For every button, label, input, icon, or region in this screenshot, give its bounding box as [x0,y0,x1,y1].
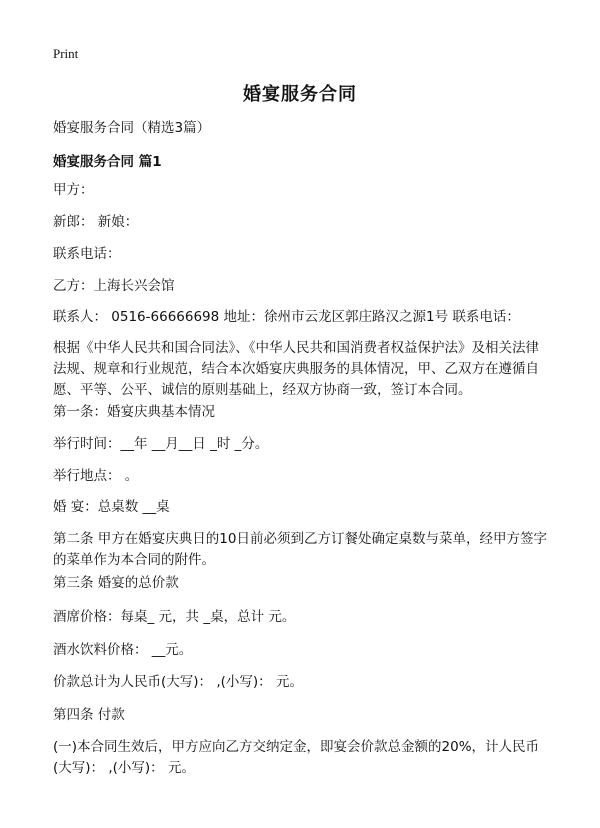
contact-address-line: 联系人： 0516-66666698 地址：徐州市云龙区郭庄路汉之源1号 联系电话： [53,309,520,325]
drinks-price-line: 酒水饮料价格： __元。 [53,642,193,658]
hold-place-line: 举行地点： 。 [53,468,139,484]
hold-time-line: 举行时间：__年 __月__日 _时 _分。 [53,436,269,452]
total-price-line: 价款总计为人民币(大写)： ,(小写)： 元。 [53,674,303,690]
article-1-title: 第一条：婚宴庆典基本情况 [53,404,215,420]
groom-bride-line: 新郎： 新娘： [53,214,139,230]
payment-clause: (一)本合同生效后，甲方应向乙方交纳定金，即宴会价款总金额的20%，计人民币(大写)： ,(小写)： 元。 [53,739,540,776]
table-price-line: 酒席价格：每桌_ 元，共 _桌，总计 元。 [53,609,296,625]
article-2-paragraph: 第二条 甲方在婚宴庆典日的10日前必须到乙方订餐处确定桌数与菜单，经甲方签字的菜单作为本合同的附件。 [53,531,547,568]
preamble-paragraph: 根据《中华人民共和国合同法》、《中华人民共和国消费者权益保护法》及相关法律法规、规章和行业规范，结合本次婚宴庆典服务的具体情况，甲、乙双方在遵循自愿、平等、公平、诚信的原则基础上，经双方协商一致，签订本合同。 [53,340,539,398]
party-a-line: 甲方： [53,182,94,198]
document-subtitle: 婚宴服务合同（精选3篇） [53,120,211,136]
banquet-tables-line: 婚 宴：总桌数 __桌 [53,499,170,515]
section-heading: 婚宴服务合同 篇1 [53,154,162,170]
article-3-title: 第三条 婚宴的总价款 [53,575,179,591]
document-title: 婚宴服务合同 [243,84,357,105]
party-b-line: 乙方：上海长兴会馆 [53,278,175,294]
print-link[interactable]: Print [53,46,79,61]
article-4-title: 第四条 付款 [53,707,125,723]
contact-phone-line: 联系电话： [53,246,121,262]
